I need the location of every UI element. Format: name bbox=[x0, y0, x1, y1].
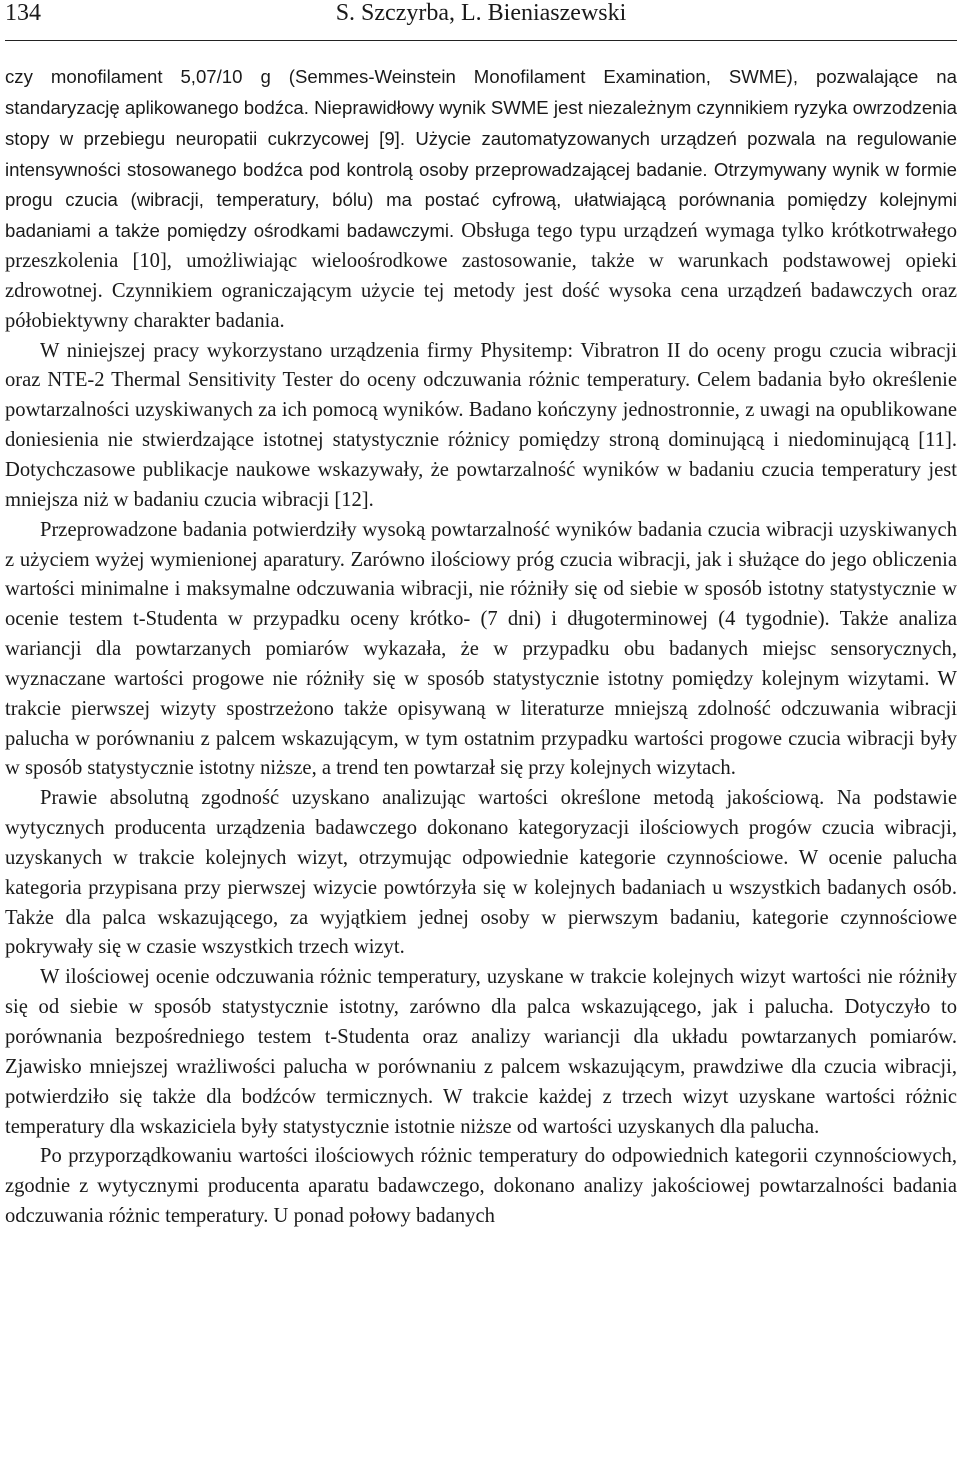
paragraph-3: Przeprowadzone badania potwierdziły wysoką powtarzalność wyników badania czucia wibracji uzyskiwanych z użyciem wyżej wymienionej aparatury. Zarówno ilościowy próg czucia wibracji, jak i służące do jego obliczenia wartości minimalne i maksymalne odczuwania wibracji, nie różniły się od siebie w sposób istotny statystycznie w ocenie testem t-Studenta w przypadku oceny krótko- (7 dni) i długoterminowej (4 tygodnie). Także analiza wariancji dla powtarzanych pomiarów wykazała, że w przypadku obu badanych miejsc sensorycznych, wyznaczane wartości progowe nie różniły się w sposób statystycznie istotny pomiędzy kolejnym wizytami. W trakcie pierwszej wizyty spostrzeżono także opisywaną w literaturze mniejszą zdolność odczuwania wibracji palucha w porównaniu z palcem wskazującym, w tym ostatnim przypadku wartości progowe czucia wibracji były w sposób statystycznie istotny niższe, a trend ten powtarzał się przy kolejnych wizytach. bbox=[5, 518, 957, 780]
body-text bbox=[5, 62, 957, 1232]
running-header bbox=[5, 0, 957, 41]
paragraph-2: W niniejszej pracy wykorzystano urządzenia firmy Physitemp: Vibratron II do oceny progu czucia wibracji oraz NTE-2 Thermal Sensitivity Tester do oceny odczuwania różnic temperatury. Celem badania było określenie powtarzalności uzyskiwanych za ich pomocą wyników. Badano kończyny jednostronnie, z uwagi na opublikowane doniesienia nie stwierdzające istotnej statystycznie różnicy pomiędzy stroną dominującą i niedominującą [11]. Dotychczasowe publikacje naukowe wskazywały, że powtarzalność wyników w badaniu czucia temperatury jest mniejsza niż w badaniu czucia wibracji [12]. bbox=[5, 339, 957, 511]
page bbox=[5, 0, 957, 1232]
paragraph-5: W ilościowej ocenie odczuwania różnic temperatury, uzyskane w trakcie kolejnych wizyt wartości nie różniły się od siebie w sposób statystycznie istotny, zarówno dla palca wskazującego, jak i palucha. Dotyczyło to porównania bezpośredniego testem t-Studenta oraz analizy wariancji dla układu powtarzanych pomiarów. Zjawisko mniejszej wrażliwości palucha w porównaniu z palcem wskazującym, prawdziwe dla czucia wibracji, potwierdziło się także dla bodźców termicznych. W trakcie każdej z trzech wizyt uzyskane wartości różnic temperatury dla wskaziciela były statystycznie istotnie niższe od wartości uzyskanych dla palucha. bbox=[5, 966, 957, 1138]
page-number: 134 bbox=[5, 0, 41, 26]
paragraph-1-sans-part: czy monofilament 5,07/10 g (Semmes-Weinstein Monofilament Examination, SWME), pozwalające na standaryzację aplikowanego bodźca. Nieprawidłowy wynik SWME jest niezależnym czynnikiem ryzyka owrzodzenia stopy w przebiegu neuropatii cukrzycowej [9]. Użycie zautomatyzowanych urządzeń pozwala na regulowanie intensywności stosowanego bodźca pod kontrolą osoby przeprowadzającej badanie. Otrzymywany wynik w formie progu czucia (wibracji, temperatury, bólu) ma postać cyfrową, ułatwiającą porównania pomiędzy kolejnymi badaniami a także pomiędzy ośrodkami badawczymi. bbox=[5, 66, 957, 242]
paragraph-1 bbox=[5, 62, 957, 337]
running-header-authors: S. Szczyrba, L. Bieniaszewski bbox=[335, 0, 627, 26]
paragraph-1-serif-part: Obsługa tego typu urządzeń wymaga tylko krótkotrwałego przeszkolenia [10], umożliwiając wieloośrodkowe zastosowanie, także w warunkach podstawowej opieki zdrowotnej. Czynnikiem ograniczającym użycie tej metody jest dość wysoka cena urządzeń badawczych oraz półobiektywny charakter badania. bbox=[5, 220, 957, 332]
paragraph-6: Po przyporządkowaniu wartości ilościowych różnic temperatury do odpowiednich kategorii czynnościowych, zgodnie z wytycznymi producenta aparatu badawczego, dokonano analizy jakościowej powtarzalności badania odczuwania różnic temperatury. U ponad połowy badanych bbox=[5, 1145, 957, 1228]
paragraph-4: Prawie absolutną zgodność uzyskano analizując wartości określone metodą jakościową. Na podstawie wytycznych producenta urządzenia badawczego dokonano kategoryzacji ilościowych progów czucia wibracji, uzyskanych w trakcie kolejnych wizyt, otrzymując odpowiednie kategorie czynnościowe. W ocenie palucha kategoria przypisana przy pierwszej wizycie powtórzyła się w kolejnych badaniach u wszystkich badanych osób. Także dla palca wskazującego, za wyjątkiem jednej osoby w pierwszym badaniu, kategorie czynnościowe pokrywały się w czasie wszystkich trzech wizyt. bbox=[5, 787, 957, 959]
